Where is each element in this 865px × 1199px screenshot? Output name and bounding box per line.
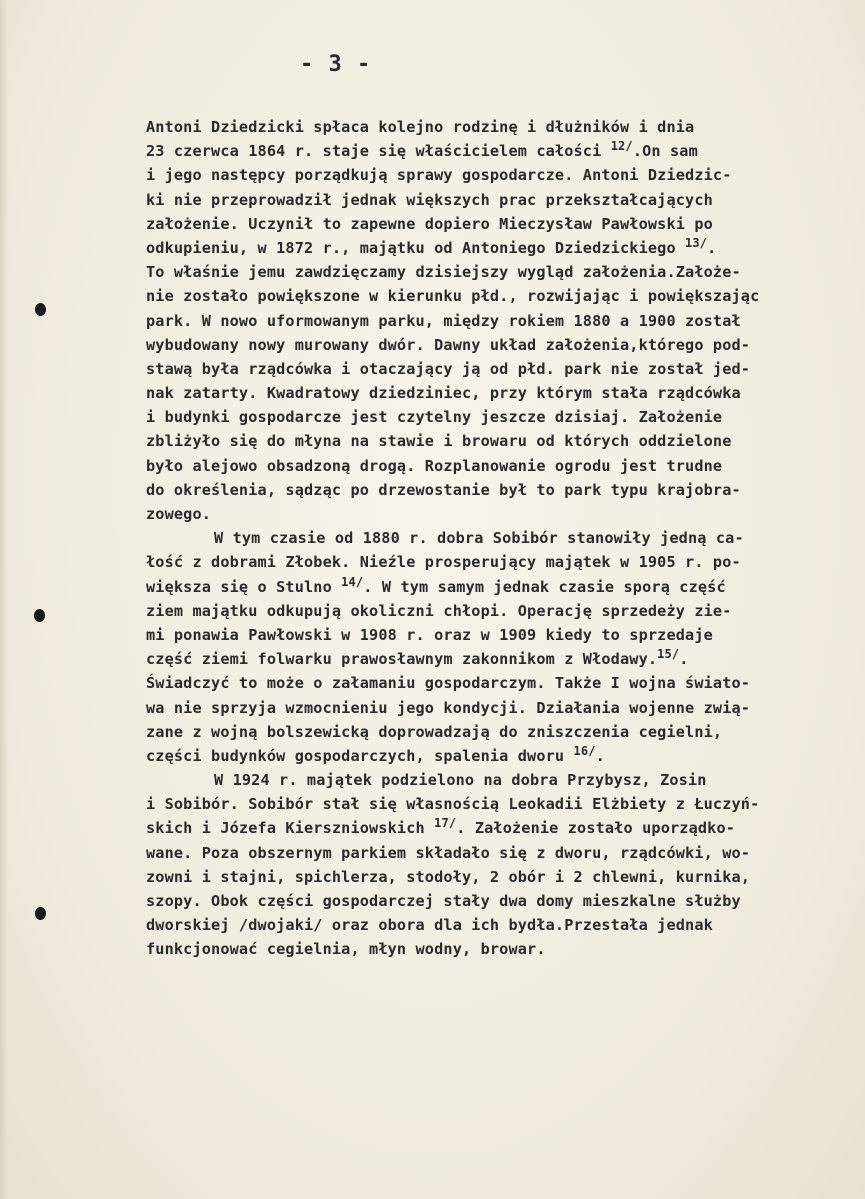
line-text: dworskiej /dwojaki/ oraz obora dla ich bydła.Przestała jednak (146, 916, 713, 935)
line-text-after: . W tym samym jednak czasie sporą część (363, 577, 726, 596)
text-line (146, 550, 858, 574)
page-edge-shadow (0, 0, 8, 1199)
line-text: nie zostało powiększone w kierunku płd., rozwijając i powiększając (146, 287, 760, 306)
page-number: - 3 - (300, 52, 372, 77)
text-line (146, 212, 858, 236)
line-text-after: . (707, 238, 717, 257)
footnote-ref: 17/ (434, 816, 457, 831)
punch-hole-middle (34, 609, 45, 622)
line-text: funkcjonować cegielnia, młyn wodny, browar. (146, 940, 546, 959)
line-text: W tym czasie od 1880 r. dobra Sobibór stanowiły jedną ca- (214, 529, 744, 548)
text-line (146, 139, 858, 163)
line-text: części budynków gospodarczych, spalenia dworu (146, 746, 574, 765)
line-text-after: . (679, 650, 689, 669)
line-text: W 1924 r. majątek podzielono na dobra Przybysz, Zosin (214, 771, 707, 790)
text-line (146, 913, 858, 937)
footnote-ref: 14/ (341, 574, 364, 589)
text-line (146, 357, 858, 381)
line-text: szopy. Obok części gospodarczej stały dwa domy mieszkalne służby (146, 892, 741, 910)
line-text: wane. Poza obszernym parkiem składało się z dworu, rządcówki, wo- (146, 843, 751, 862)
text-line (146, 623, 858, 647)
footnote-ref: 13/ (685, 235, 708, 250)
text-line (146, 768, 858, 792)
line-text: zowego. (146, 505, 212, 523)
text-line (146, 188, 858, 212)
text-line (146, 236, 858, 260)
line-text: mi ponawia Pawłowski w 1908 r. oraz w 1909 kiedy to sprzedaje (146, 625, 713, 644)
line-text: wybudowany nowy murowany dwór. Dawny układ założenia,którego pod- (146, 335, 751, 354)
line-text: część ziemi folwarku prawosławnym zakonnikom z Włodawy. (146, 650, 658, 669)
text-line (146, 284, 858, 308)
text-line (146, 575, 858, 599)
line-text: skich i Józefa Kierszniowskich (146, 819, 435, 838)
text-line (146, 841, 858, 865)
line-text: Świadczyć to może o załamaniu gospodarczym. Także I wojna świato- (146, 674, 751, 693)
text-line (146, 865, 858, 889)
line-text: To właśnie jemu zawdzięczamy dzisiejszy wygląd założenia.Założe- (146, 263, 741, 282)
line-text: łość z dobrami Złobek. Nieźle prosperujący majątek w 1905 r. po- (146, 553, 741, 572)
text-line (146, 696, 858, 720)
line-text: 23 czerwca 1864 r. staje się właścicielem całości (146, 142, 611, 161)
text-line (146, 478, 858, 502)
text-line (146, 381, 858, 405)
line-text: większa się o Stulno (146, 577, 342, 596)
paragraph (146, 768, 858, 962)
text-line (146, 405, 858, 429)
line-text-after: .On sam (632, 142, 698, 161)
line-text: nak zatarty. Kwadratowy dziedziniec, przy którym stała rządcówka (146, 384, 741, 403)
text-line (146, 115, 858, 139)
line-text: i jego następcy porządkują sprawy gospodarcze. Antoni Dziedzic- (146, 166, 732, 185)
line-text: wa nie sprzyja wzmocnieniu jego kondycji. Działania wojenne zwią- (146, 698, 751, 717)
line-text: zbliżyło się do młyna na stawie i browaru od których oddzielone (146, 432, 732, 451)
text-line (146, 526, 858, 550)
punch-hole-top (35, 303, 46, 316)
text-line (146, 163, 858, 187)
paragraph (146, 115, 858, 526)
line-text: odkupieniu, w 1872 r., majątku od Antoniego Dziedzickiego (146, 238, 686, 257)
text-line (146, 502, 858, 526)
paragraph (146, 526, 858, 768)
text-line (146, 647, 858, 671)
text-line (146, 333, 858, 357)
footnote-ref: 15/ (657, 647, 680, 662)
line-text: i Sobibór. Sobibór stał się własnością Leokadii Elżbiety z Łuczyń- (146, 795, 760, 814)
footnote-ref: 16/ (573, 743, 596, 758)
line-text: ki nie przeprowadził jednak większych prac przekształcających (146, 190, 713, 209)
text-line (146, 260, 858, 284)
text-line (146, 720, 858, 744)
text-line (146, 744, 858, 768)
line-text: park. W nowo uformowanym parku, między rokiem 1880 a 1900 został (146, 311, 741, 330)
line-text: zowni i stajni, spichlerza, stodoły, 2 obór i 2 chlewni, kurnika, (146, 867, 751, 886)
line-text: i budynki gospodarcze jest czytelny jeszcze dzisiaj. Założenie (146, 408, 723, 427)
line-text: było alejowo obsadzoną drogą. Rozplanowanie ogrodu jest trudne (146, 456, 723, 475)
line-text: Antoni Dziedzicki spłaca kolejno rodzinę i dłużników i dnia (146, 118, 695, 136)
text-line (146, 454, 858, 478)
text-line (146, 816, 858, 840)
line-text: założenie. Uczynił to zapewne dopiero Mieczysław Pawłowski po (146, 214, 713, 233)
footnote-ref: 12/ (610, 139, 633, 154)
line-text: stawą była rządcówka i otaczający ją od płd. park nie został jed- (146, 359, 751, 378)
body-text (146, 115, 858, 962)
line-text: ziem majątku odkupują okoliczni chłopi. Operację sprzedeży zie- (146, 601, 732, 620)
line-text-after: . (595, 746, 605, 765)
line-text: zane z wojną bolszewicką doprowadzają do zniszczenia cegielni, (146, 722, 723, 741)
text-line (146, 429, 858, 453)
punch-hole-bottom (35, 907, 46, 920)
line-text-after: . Założenie zostało uporządko- (456, 819, 736, 838)
text-line (146, 309, 858, 333)
text-line (146, 671, 858, 695)
text-line (146, 937, 858, 961)
text-line (146, 792, 858, 816)
text-line (146, 599, 858, 623)
text-line (146, 889, 858, 913)
line-text: do określenia, sądząc po drzewostanie był to park typu krajobra- (146, 480, 741, 499)
